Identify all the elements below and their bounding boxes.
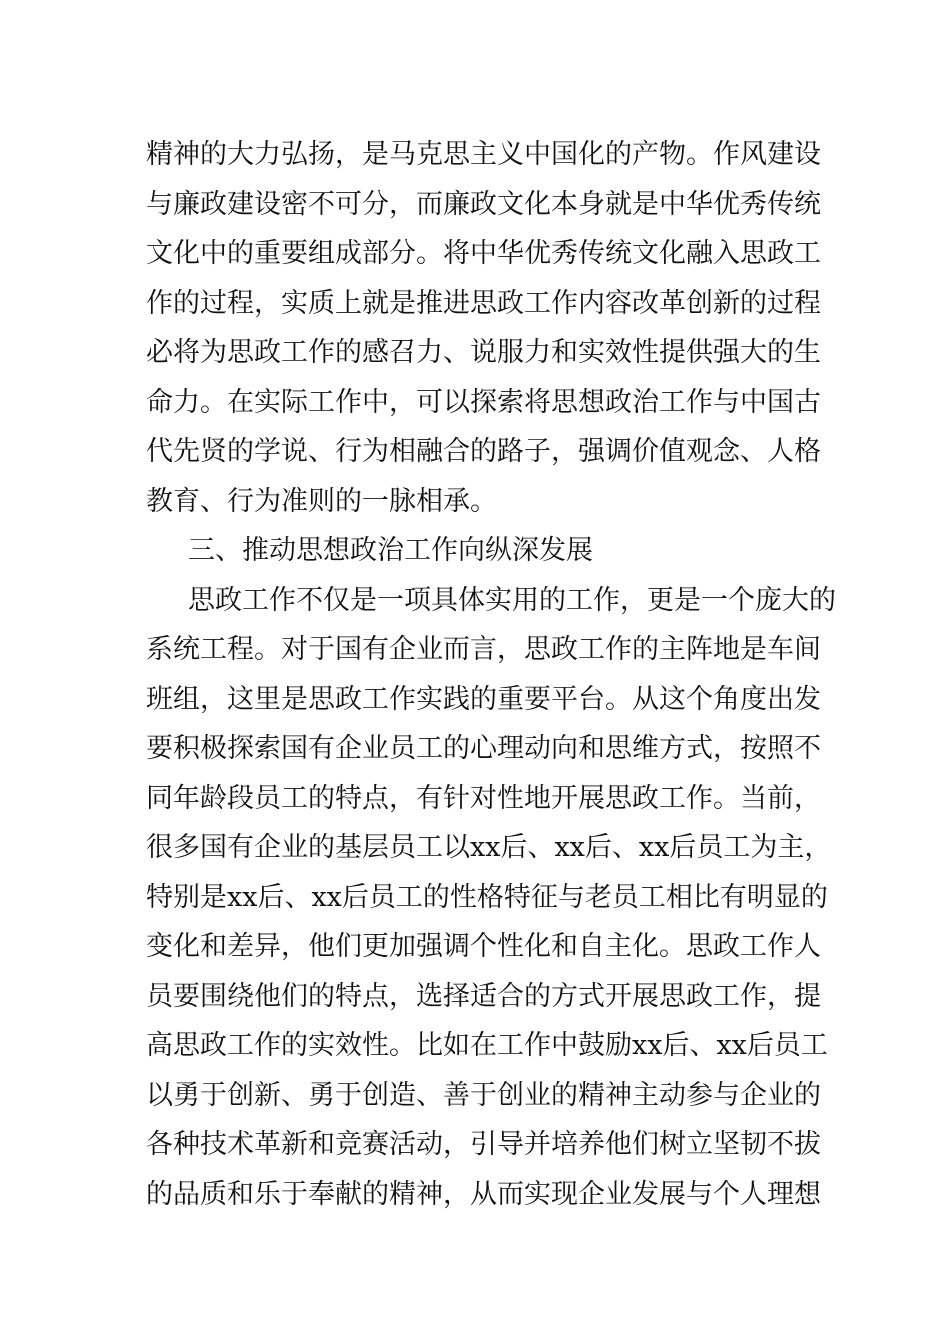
text-line-15: 很多国有企业的基层员工以xx后、xx后、xx后员工为主，: [146, 832, 832, 863]
text-line-1: 精神的大力弘扬，是马克思主义中国化的产物。作风建设: [146, 139, 821, 170]
text-line-11: 系统工程。对于国有企业而言，思政工作的主阵地是车间: [146, 634, 821, 665]
text-line-17: 变化和差异，他们更加强调个性化和自主化。思政工作人: [146, 931, 821, 962]
text-line-13: 要积极探索国有企业员工的心理动向和思维方式，按照不: [146, 733, 821, 764]
text-line-10: 思政工作不仅是一项具体实用的工作，更是一个庞大的: [188, 584, 836, 616]
text-line-14: 同年龄段员工的特点，有针对性地开展思政工作。当前，: [146, 782, 821, 814]
text-line-5: 必将为思政工作的感召力、说服力和实效性提供强大的生: [146, 337, 821, 368]
text-line-22: 的品质和乐于奉献的精神，从而实现企业发展与个人理想: [146, 1178, 821, 1210]
text-line-8: 教育、行为准则的一脉相承。: [146, 485, 497, 517]
text-line-3: 文化中的重要组成部分。将中华优秀传统文化融入思政工: [146, 238, 821, 269]
text-line-21: 各种技术革新和竞赛活动，引导并培养他们树立坚韧不拔: [146, 1129, 821, 1160]
text-line-4: 作的过程，实质上就是推进思政工作内容改革创新的过程: [146, 287, 821, 319]
text-line-2: 与廉政建设密不可分，而廉政文化本身就是中华优秀传统: [146, 188, 821, 220]
text-line-6: 命力。在实际工作中，可以探索将思想政治工作与中国古: [146, 386, 821, 418]
text-line-16: 特别是xx后、xx后员工的性格特征与老员工相比有明显的: [146, 881, 828, 913]
text-line-19: 高思政工作的实效性。比如在工作中鼓励xx后、xx后员工: [146, 1030, 828, 1061]
text-line-20: 以勇于创新、勇于创造、善于创业的精神主动参与企业的: [146, 1079, 821, 1111]
text-line-7: 代先贤的学说、行为相融合的路子，强调价值观念、人格: [146, 436, 821, 467]
body-text: [146, 130, 836, 1219]
text-line-12: 班组，这里是思政工作实践的重要平台。从这个角度出发: [146, 683, 821, 715]
text-line-18: 员要围绕他们的特点，选择适合的方式开展思政工作，提: [146, 980, 821, 1012]
section-heading: 三、推动思想政治工作向纵深发展: [188, 535, 593, 566]
